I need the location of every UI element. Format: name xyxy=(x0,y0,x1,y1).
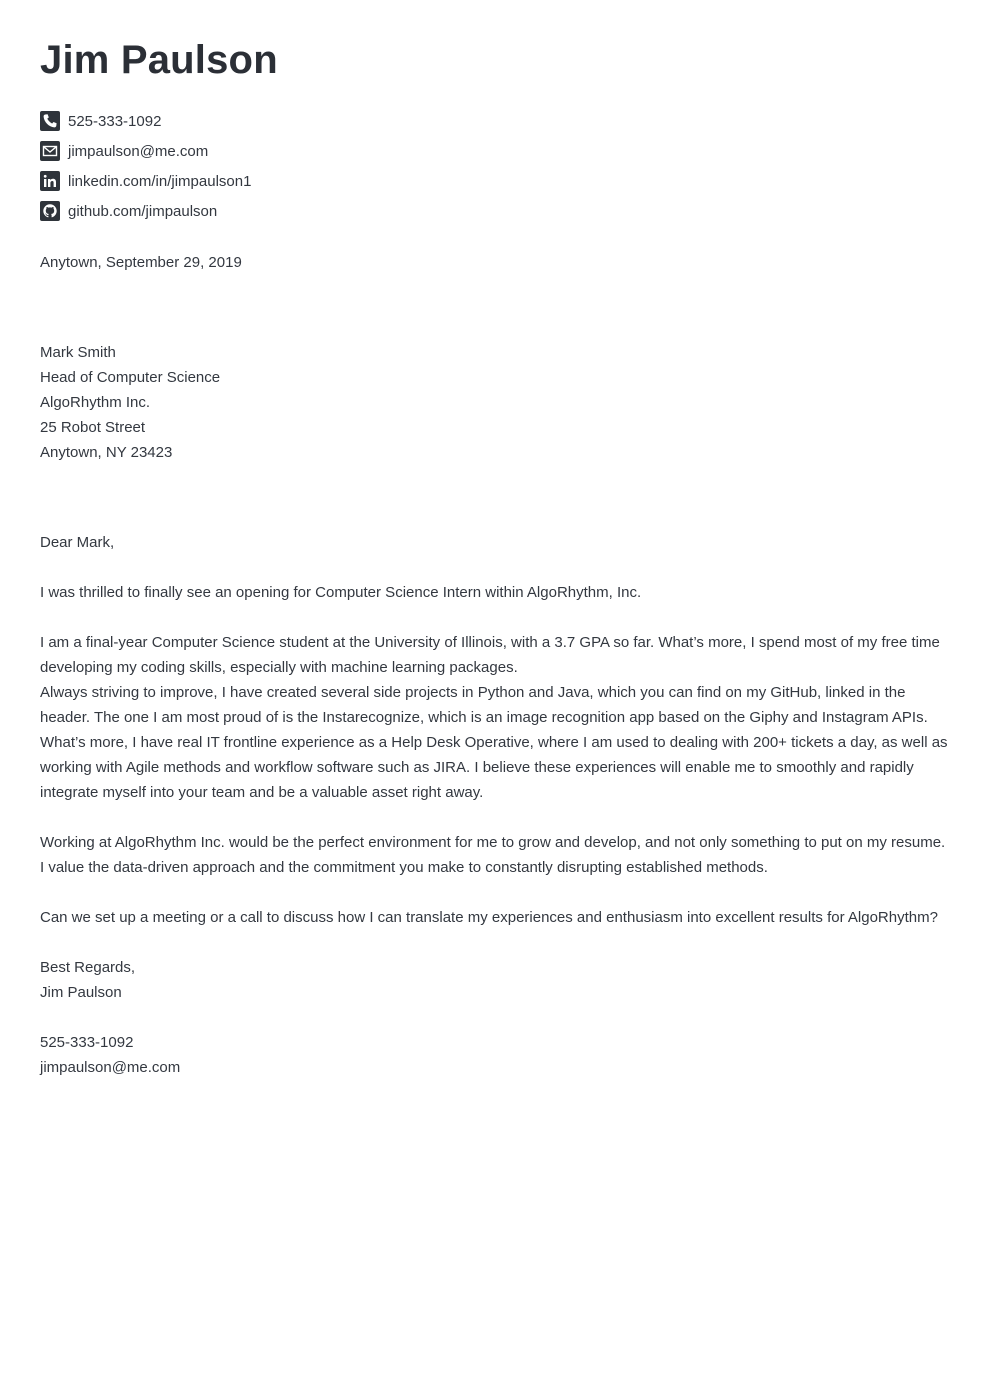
phone-icon xyxy=(40,111,60,131)
github-icon xyxy=(40,201,60,221)
recipient-title: Head of Computer Science xyxy=(40,369,221,386)
greeting: Dear Mark, xyxy=(40,534,115,551)
recipient-street: 25 Robot Street xyxy=(40,419,146,436)
contact-linkedin xyxy=(40,166,251,196)
signature-name: Jim Paulson xyxy=(40,984,122,1001)
paragraph-opening: I was thrilled to finally see an opening for Computer Science Intern within AlgoRhythm, Inc. xyxy=(40,584,642,601)
contact-phone xyxy=(40,106,251,136)
contact-phone-text: 525-333-1092 xyxy=(68,112,162,130)
letter-body xyxy=(40,530,952,1080)
contact-list xyxy=(40,106,251,226)
paragraph-education: I am a final-year Computer Science student at the University of Illinois, with a 3.7 GPA so far. What’s more, I spend most of my free time developing my coding skills, especially with machine learning packages. xyxy=(40,634,940,676)
footer-contact-block xyxy=(40,1030,952,1080)
recipient-name: Mark Smith xyxy=(40,344,116,361)
paragraph-experience: Always striving to improve, I have created several side projects in Python and Java, which you can find on my GitHub, linked in the header. The one I am most proud of is the Instarecognize, which is an image recognition app based on the Giphy and Instagram APIs. What’s more, I have real IT frontline experience as a Help Desk Operative, where I am used to dealing with 200+ tickets a day, as well as working with Agile methods and workflow software such as JIRA. I believe these experiences will enable me to smoothly and rapidly integrate myself into your team and be a valuable asset right away. xyxy=(40,684,948,801)
closing-block xyxy=(40,955,952,1005)
sign-off: Best Regards, xyxy=(40,959,136,976)
mail-icon xyxy=(40,141,60,161)
footer-phone: 525-333-1092 xyxy=(40,1034,134,1051)
contact-github-text: github.com/jimpaulson xyxy=(68,202,218,220)
linkedin-icon xyxy=(40,171,60,191)
letter-date: Anytown, September 29, 2019 xyxy=(40,254,242,271)
applicant-name: Jim Paulson xyxy=(40,38,278,82)
contact-email xyxy=(40,136,251,166)
contact-linkedin-text: linkedin.com/in/jimpaulson1 xyxy=(68,172,252,190)
recipient-company: AlgoRhythm Inc. xyxy=(40,394,151,411)
footer-email: jimpaulson@me.com xyxy=(40,1059,181,1076)
recipient-block xyxy=(40,340,220,465)
contact-github xyxy=(40,196,251,226)
contact-email-text: jimpaulson@me.com xyxy=(68,142,209,160)
paragraph-call-to-action: Can we set up a meeting or a call to discuss how I can translate my experiences and enthusiasm into excellent results for AlgoRhythm? xyxy=(40,909,938,926)
paragraph-motivation: Working at AlgoRhythm Inc. would be the perfect environment for me to grow and develop, and not only something to put on my resume. I value the data-driven approach and the commitment you make to constantly disrupting established methods. xyxy=(40,834,946,876)
recipient-city: Anytown, NY 23423 xyxy=(40,444,173,461)
